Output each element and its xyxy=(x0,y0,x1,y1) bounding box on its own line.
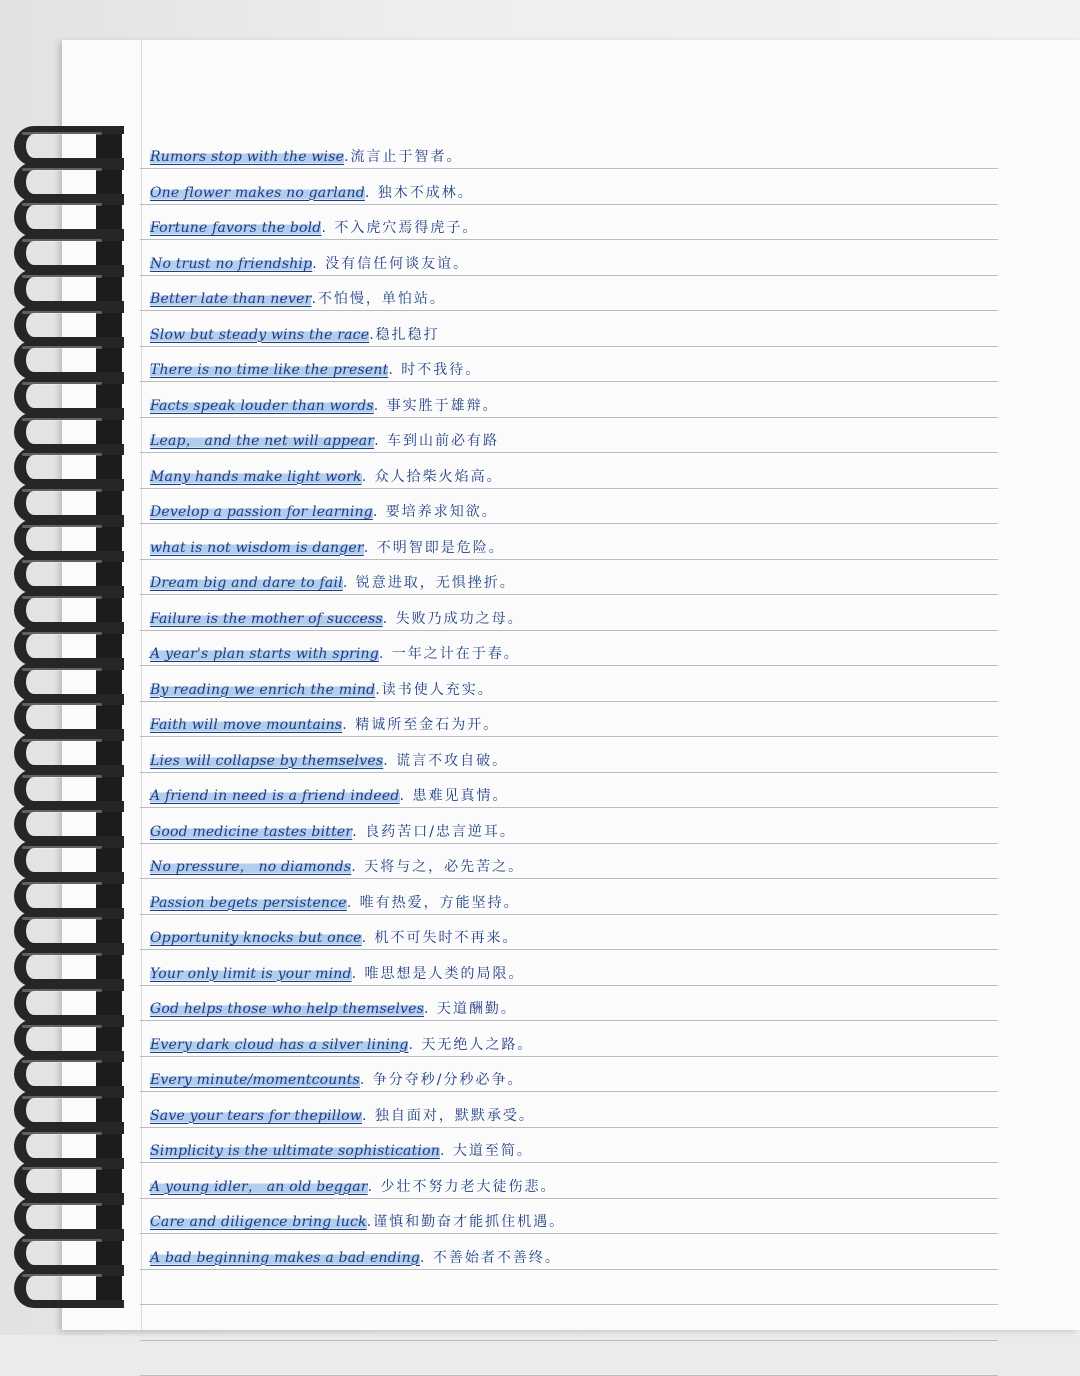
text-line xyxy=(150,1166,1010,1200)
english-proverb: Opportunity knocks but once xyxy=(150,930,362,946)
text-line xyxy=(150,1130,1010,1164)
ring-highlight xyxy=(22,132,102,135)
english-proverb: Save your tears for thepillow xyxy=(150,1107,362,1124)
chinese-translation: . 失败乃成功之母。 xyxy=(382,610,524,627)
text-line xyxy=(150,314,1010,348)
ring-highlight xyxy=(22,775,102,778)
english-proverb: Leap， and the net will appear xyxy=(150,433,375,449)
english-proverb: A bad beginning makes a bad ending xyxy=(150,1249,420,1266)
english-proverb: Slow but steady wins the race xyxy=(150,326,370,343)
text-line xyxy=(150,527,1010,561)
ring-highlight xyxy=(22,1239,102,1242)
chinese-translation: . 患难见真情。 xyxy=(399,788,509,804)
ring-highlight xyxy=(22,846,102,849)
english-proverb: By reading we enrich the mind xyxy=(150,681,376,698)
ring-highlight xyxy=(22,810,102,813)
text-line xyxy=(150,278,1010,312)
text-line xyxy=(150,882,1010,916)
ring-highlight xyxy=(22,953,102,956)
english-proverb: Rumors stop with the wise xyxy=(150,149,345,165)
ring-highlight xyxy=(22,453,102,456)
margin-line xyxy=(141,40,142,1330)
ruled-line xyxy=(140,1304,998,1305)
english-proverb: One flower makes no garland xyxy=(150,184,365,201)
text-line xyxy=(150,385,1010,419)
english-proverb: There is no time like the present xyxy=(150,362,389,378)
chinese-translation: . 不善始者不善终。 xyxy=(419,1249,561,1266)
text-line xyxy=(150,172,1010,206)
text-line xyxy=(150,420,1010,454)
chinese-translation: . 天将与之，必先苦之。 xyxy=(351,859,525,875)
text-line xyxy=(150,740,1010,774)
english-proverb: Facts speak louder than words xyxy=(150,397,374,414)
text-line xyxy=(150,846,1010,880)
english-proverb: Failure is the mother of success xyxy=(150,610,383,627)
ring-highlight xyxy=(22,1274,102,1277)
ring-highlight xyxy=(22,346,102,349)
ring-highlight xyxy=(22,311,102,314)
chinese-translation: . 事实胜于雄辩。 xyxy=(373,397,499,414)
text-line xyxy=(150,491,1010,525)
ring-highlight xyxy=(22,1167,102,1170)
chinese-translation: . 精诚所至金石为开。 xyxy=(342,717,500,733)
text-line xyxy=(150,207,1010,241)
chinese-translation: . 唯思想是人类的局限。 xyxy=(351,965,525,982)
chinese-translation: .稳扎稳打 xyxy=(369,326,440,343)
text-line xyxy=(150,243,1010,277)
ring-highlight xyxy=(22,560,102,563)
chinese-translation: . 良药苦口/忠言逆耳。 xyxy=(352,823,516,840)
ring-highlight xyxy=(22,203,102,206)
chinese-translation: . 天道酬勤。 xyxy=(424,1001,517,1017)
ring-highlight xyxy=(22,596,102,599)
chinese-translation: . 谎言不攻自破。 xyxy=(383,752,509,769)
chinese-translation: . 时不我待。 xyxy=(388,362,482,378)
chinese-translation: . 不入虎穴焉得虎子。 xyxy=(321,220,479,236)
english-proverb: Good medicine tastes bitter xyxy=(150,823,353,840)
text-line xyxy=(150,598,1010,632)
chinese-translation: . 唯有热爱，方能坚持。 xyxy=(346,894,520,911)
text-line xyxy=(150,1237,1010,1271)
ring-highlight xyxy=(22,703,102,706)
chinese-translation: . 众人拾柴火焰高。 xyxy=(361,468,503,485)
chinese-translation: . 锐意进取，无惧挫折。 xyxy=(342,575,516,591)
text-line xyxy=(150,633,1010,667)
chinese-translation: .不怕慢，单怕站。 xyxy=(311,291,446,307)
chinese-translation: . 大道至简。 xyxy=(439,1143,533,1159)
text-line xyxy=(150,1024,1010,1058)
chinese-translation: .谨慎和勤奋才能抓住机遇。 xyxy=(366,1214,566,1230)
chinese-translation: . 没有信任何谈友谊。 xyxy=(312,255,470,272)
chinese-translation: . 车到山前必有路 xyxy=(374,433,500,449)
ring-highlight xyxy=(22,917,102,920)
chinese-translation: . 一年之计在于春。 xyxy=(378,646,520,662)
english-proverb: No pressure， no diamonds xyxy=(150,859,352,875)
english-proverb: A young idler， an old beggar xyxy=(150,1178,368,1195)
chinese-translation: .读书使人充实。 xyxy=(375,681,494,698)
text-line xyxy=(150,775,1010,809)
text-line xyxy=(150,811,1010,845)
text-line xyxy=(150,456,1010,490)
english-proverb: Passion begets persistence xyxy=(150,894,347,911)
english-proverb: Simplicity is the ultimate sophistication xyxy=(150,1143,440,1159)
ring-highlight xyxy=(22,632,102,635)
english-proverb: Dream big and dare to fail xyxy=(150,575,343,591)
english-proverb: what is not wisdom is danger xyxy=(150,539,364,556)
chinese-translation: . 要培养求知欲。 xyxy=(372,504,498,520)
ring-highlight xyxy=(22,1203,102,1206)
chinese-translation: . 独自面对，默默承受。 xyxy=(361,1107,535,1124)
chinese-translation: . 天无绝人之路。 xyxy=(408,1036,534,1053)
english-proverb: Every dark cloud has a silver lining xyxy=(150,1036,409,1053)
chinese-translation: . 不明智即是危险。 xyxy=(363,539,505,556)
english-proverb: Faith will move mountains xyxy=(150,717,343,733)
english-proverb: Develop a passion for learning xyxy=(150,504,373,520)
ring-highlight xyxy=(22,275,102,278)
chinese-translation: .流言止于智者。 xyxy=(344,149,463,165)
english-proverb: Better late than never xyxy=(150,291,312,307)
text-line xyxy=(150,136,1010,170)
english-proverb: A friend in need is a friend indeed xyxy=(150,788,400,804)
text-line xyxy=(150,669,1010,703)
ring-highlight xyxy=(22,1132,102,1135)
ring-highlight xyxy=(22,882,102,885)
text-line xyxy=(150,349,1010,383)
chinese-translation: . 独木不成林。 xyxy=(364,184,474,201)
english-proverb: God helps those who help themselves xyxy=(150,1001,424,1017)
ring-highlight xyxy=(22,168,102,171)
ring-highlight xyxy=(22,382,102,385)
ruled-line xyxy=(140,1340,998,1341)
english-proverb: A year's plan starts with spring xyxy=(150,646,379,662)
text-line xyxy=(150,562,1010,596)
ring-highlight xyxy=(22,239,102,242)
chinese-translation: . 争分夺秒/分秒必争。 xyxy=(359,1072,524,1088)
ring-highlight xyxy=(22,668,102,671)
ring-highlight xyxy=(22,739,102,742)
english-proverb: Care and diligence bring luck xyxy=(150,1214,367,1230)
english-proverb: Lies will collapse by themselves xyxy=(150,752,384,769)
ring-highlight xyxy=(22,418,102,421)
ring-highlight xyxy=(22,989,102,992)
text-line xyxy=(150,1201,1010,1235)
ring-highlight xyxy=(22,489,102,492)
english-proverb: Your only limit is your mind xyxy=(150,965,352,982)
ring-highlight xyxy=(22,1096,102,1099)
ring-highlight xyxy=(22,1060,102,1063)
text-line xyxy=(150,917,1010,951)
english-proverb: No trust no friendship xyxy=(150,255,313,272)
ring-highlight xyxy=(22,525,102,528)
text-line xyxy=(150,704,1010,738)
text-line xyxy=(150,953,1010,987)
text-line xyxy=(150,988,1010,1022)
chinese-translation: . 机不可失时不再来。 xyxy=(361,930,519,946)
text-line xyxy=(150,1095,1010,1129)
english-proverb: Fortune favors the bold xyxy=(150,220,322,236)
english-proverb: Many hands make light work xyxy=(150,468,362,485)
english-proverb: Every minute/momentcounts xyxy=(150,1072,360,1088)
ring-highlight xyxy=(22,1025,102,1028)
text-line xyxy=(150,1059,1010,1093)
chinese-translation: . 少壮不努力老大徒伤悲。 xyxy=(367,1178,557,1195)
